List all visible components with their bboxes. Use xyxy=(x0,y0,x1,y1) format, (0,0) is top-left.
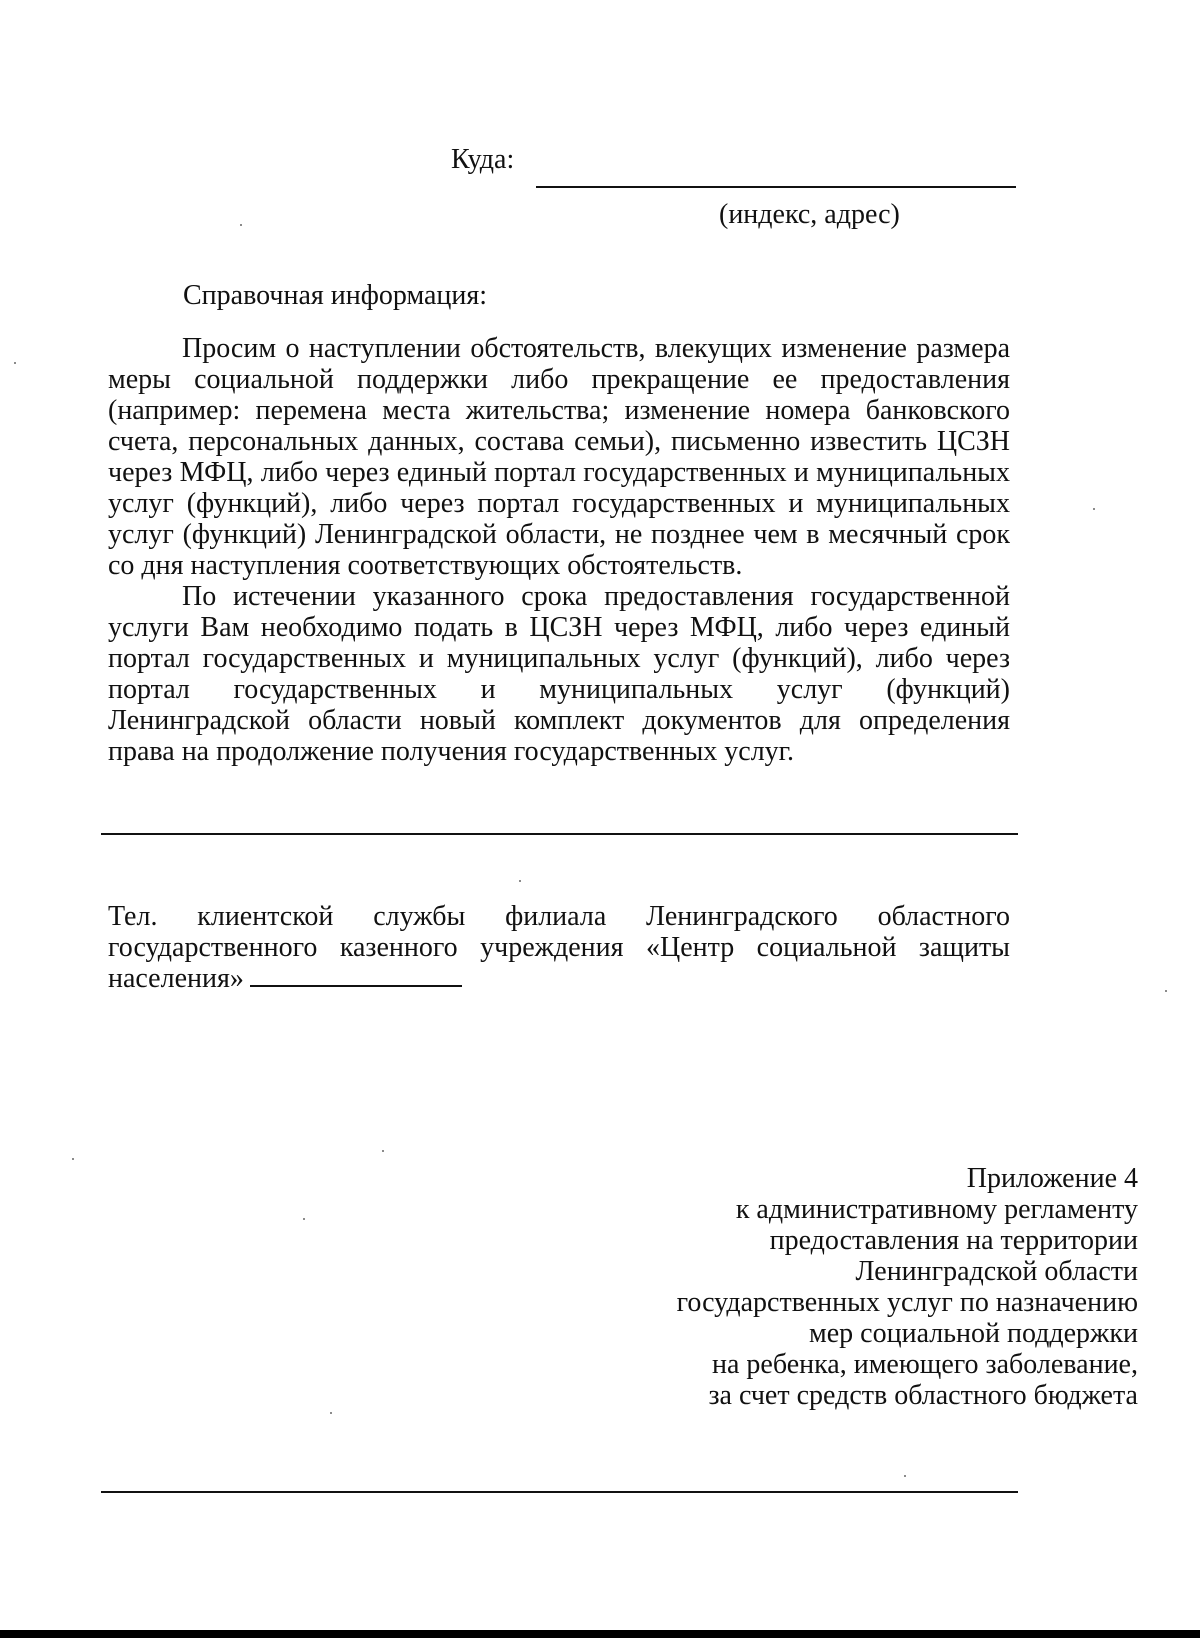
scan-speck xyxy=(904,1475,906,1477)
address-blank-line xyxy=(536,186,1016,188)
phone-blank-line xyxy=(250,985,462,987)
scan-speck xyxy=(519,880,521,882)
address-label: Куда: xyxy=(451,144,515,175)
bottom-divider xyxy=(101,1491,1018,1493)
appendix-line: предоставления на территории xyxy=(769,1225,1138,1256)
scan-speck xyxy=(14,362,16,364)
reference-body xyxy=(108,333,1010,767)
phone-block xyxy=(108,901,1010,994)
section-divider xyxy=(101,833,1018,835)
scan-speck xyxy=(303,1218,305,1220)
appendix-line: на ребенка, имеющего заболевание, xyxy=(711,1349,1138,1380)
scan-speck xyxy=(72,1158,74,1160)
appendix-line: за счет средств областного бюджета xyxy=(708,1380,1138,1411)
reference-paragraph-2: По истечении указанного срока предоставления государственной услуги Вам необходимо подать в ЦСЗН через МФЦ, либо через единый портал государственных и муниципальных услуг (функций), либо через портал государственных и муниципальных услуг (функций) Ленинградской области новый комплект документов для определения права на продолжение получения государственных услуг. xyxy=(108,581,1010,767)
scan-edge-bar xyxy=(0,1630,1200,1638)
scan-speck xyxy=(1165,990,1167,992)
appendix-heading xyxy=(578,1163,1138,1411)
address-hint: (индекс, адрес) xyxy=(719,199,900,230)
appendix-line: государственных услуг по назначению xyxy=(676,1287,1138,1318)
scan-speck xyxy=(1093,508,1095,510)
scan-speck xyxy=(382,1150,384,1152)
appendix-line: мер социальной поддержки xyxy=(809,1318,1138,1349)
reference-title: Справочная информация: xyxy=(183,280,488,311)
appendix-line: Ленинградской области xyxy=(855,1256,1138,1287)
reference-paragraph-1: Просим о наступлении обстоятельств, влекущих изменение размера меры социальной поддержки либо прекращение ее предоставления (например: перемена места жительства; изменение номера банковского счета, персональных данных, состава семьи), письменно известить ЦСЗН через МФЦ, либо через единый портал государственных и муниципальных услуг (функций), либо через портал государственных и муниципальных услуг (функций) Ленинградской области, не позднее чем в месячный срок со дня наступления соответствующих обстоятельств. xyxy=(108,333,1010,581)
scan-speck xyxy=(330,1412,332,1414)
appendix-line: к административному регламенту xyxy=(735,1194,1138,1225)
scan-speck xyxy=(240,224,242,226)
phone-text: Тел. клиентской службы филиала Ленинградского областного государственного казенного учреждения «Центр социальной защиты населения» xyxy=(108,901,1010,994)
appendix-line: Приложение 4 xyxy=(966,1163,1138,1194)
